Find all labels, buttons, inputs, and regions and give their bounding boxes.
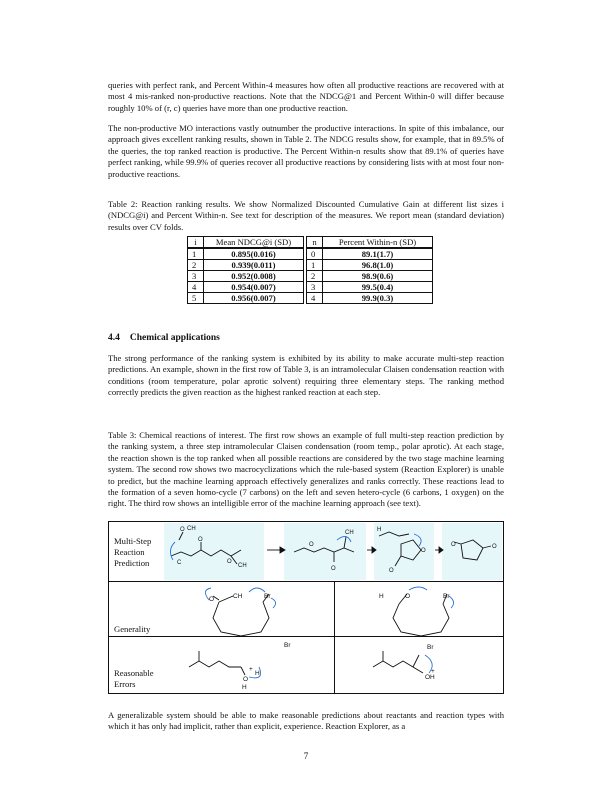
atom-label: C [177,560,182,566]
electron-arrow [449,596,454,608]
hetero-cycle-ring [393,604,449,636]
atom-label: Br [284,642,291,649]
atom-label: O [405,593,411,600]
table3-caption: Table 3: Chemical reactions of interest. The first row shows an example of full multi-step reaction prediction by the ranking system, a three step intramolecular Claisen condensation (room temp., polar aprotic). At each stage, the reaction shown is the top ranked when all possible reactions are considered by the two stage machine learning system. The second row shows two macrocyclizations which the rule-based system (Reaction Explorer) is unable to predict, but the machine learning approach effectively generalizes and ranks correctly. These reactions lead to the formation of a seven homo-cycle (7 carbons) on the left and seven hetero-cycle (6 carbons, 1 oxygen) on the right. The third row shows an intelligible error of the machine learning approach (see text). [108,430,504,509]
row-label-multistep: Multi-Step Reaction Prediction [114,536,152,568]
table-row: 1 0.895(0.016) 0 89.1(1.7) [188,248,433,260]
homo-cycle-ring [213,602,269,636]
atom-label: O [243,676,249,683]
table2-caption: Table 2: Reaction ranking results. We show Normalized Discounted Cumulative Gain at different list sizes i (NDCG@i) and Percent Within-n. See text for description of the measures. We report mean (standard deviation) results over CV folds. [108,199,504,232]
atom-label: H [379,593,384,600]
step4-highlight [442,523,502,580]
atom-label: O [309,542,314,548]
electron-arrow [271,598,276,608]
atom-label: O [227,559,232,565]
atom-label: + [431,668,435,675]
section-number: 4.4 [108,333,120,343]
table2-header-within: Percent Within-n (SD) [323,237,433,249]
multistep-reaction-diagram [109,522,503,582]
atom-label: CH [187,526,196,532]
atom-label: O [209,596,215,603]
atom-label: CH [345,530,354,536]
table2-header-ndcg: Mean NDCG@i (SD) [204,237,304,249]
row-label-generality: Generality [114,624,151,634]
table-row: 4 0.954(0.007) 3 99.5(0.4) [188,282,433,293]
error-reaction-diagrams [109,637,503,694]
paragraph-ranking-results: The non-productive MO interactions vastly outnumber the productive interactions. In spite of this imbalance, our approach gives excellent ranking results, shown in Table 2. The NDCG results show, for example, that in 89.5% of the queries, the top ranked reaction is productive. The Percent Within-n results show that 89.1% of queries have perfect ranking, while 99.9% of queries recover all productive reactions by considering lists with at most four non-productive reactions. [108,123,504,179]
table2-header-row [188,237,433,249]
atom-label: O [180,527,185,533]
atom-label: Br [427,644,434,651]
atom-label: O [451,542,456,548]
table3-row-errors [109,637,503,694]
table2-header-n: n [307,237,323,249]
table3-reactions [108,521,504,694]
atom-label: Br [264,593,271,600]
atom-label: O [331,566,336,572]
macrocyclization-diagrams [109,582,503,637]
atom-label: O [421,548,426,554]
table2-ranking-results [187,236,433,304]
paragraph-intro-continued: queries with perfect rank, and Percent Within-4 measures how often all productive reactions are recovered with at most 4 mis-ranked non-productive reactions. Note that the NDCG@1 and Percent Within-0 will differ because roughly 10% of (r, c) queries have more than one productive reaction. [108,80,504,113]
atom-label: H [255,670,260,677]
atom-label: CH [233,593,243,600]
paragraph-chemical-applications: The strong performance of the ranking system is exhibited by its ability to make accurate multi-step reaction predictions. An example, shown in the first row of Table 3, is an intramolecular Claisen condensation reaction with conditions (room temperature, polar aprotic solvent) requiring three elementary steps. The ranking method correctly predicts the given reaction as the highest ranked reaction at each step. [108,353,504,398]
atom-label: O [389,568,394,574]
atom-label: OH [425,674,435,681]
atom-label: H [377,527,382,533]
electron-arrow [249,588,265,592]
atom-label: O [492,544,497,550]
table-row: 5 0.956(0.007) 4 99.9(0.3) [188,293,433,304]
section-title: Chemical applications [129,333,220,343]
alkyl-chain-left [189,661,241,667]
electron-arrow [409,587,427,590]
atom-label: O [198,537,203,543]
page-number: 7 [303,751,309,761]
table2-header-i: i [188,237,204,249]
atom-label: CH [238,563,247,569]
atom-label: + [249,666,253,673]
step1-highlight [164,523,264,580]
table3-row-multistep [109,522,503,582]
paragraph-generalizable: A generalizable system should be able to make reasonable predictions about reactants and reaction types with which it has only had implicit, rather than explicit, experience. Reaction Explorer, as a [108,710,504,732]
row-label-errors: Reasonable Errors [114,668,154,689]
table3-row-generality [109,582,503,637]
atom-label: H [242,684,247,691]
section-heading [108,333,220,343]
table-row: 2 0.939(0.011) 1 96.8(1.0) [188,260,433,271]
table-row: 3 0.952(0.008) 2 98.9(0.6) [188,271,433,282]
atom-label: Br [443,593,450,600]
